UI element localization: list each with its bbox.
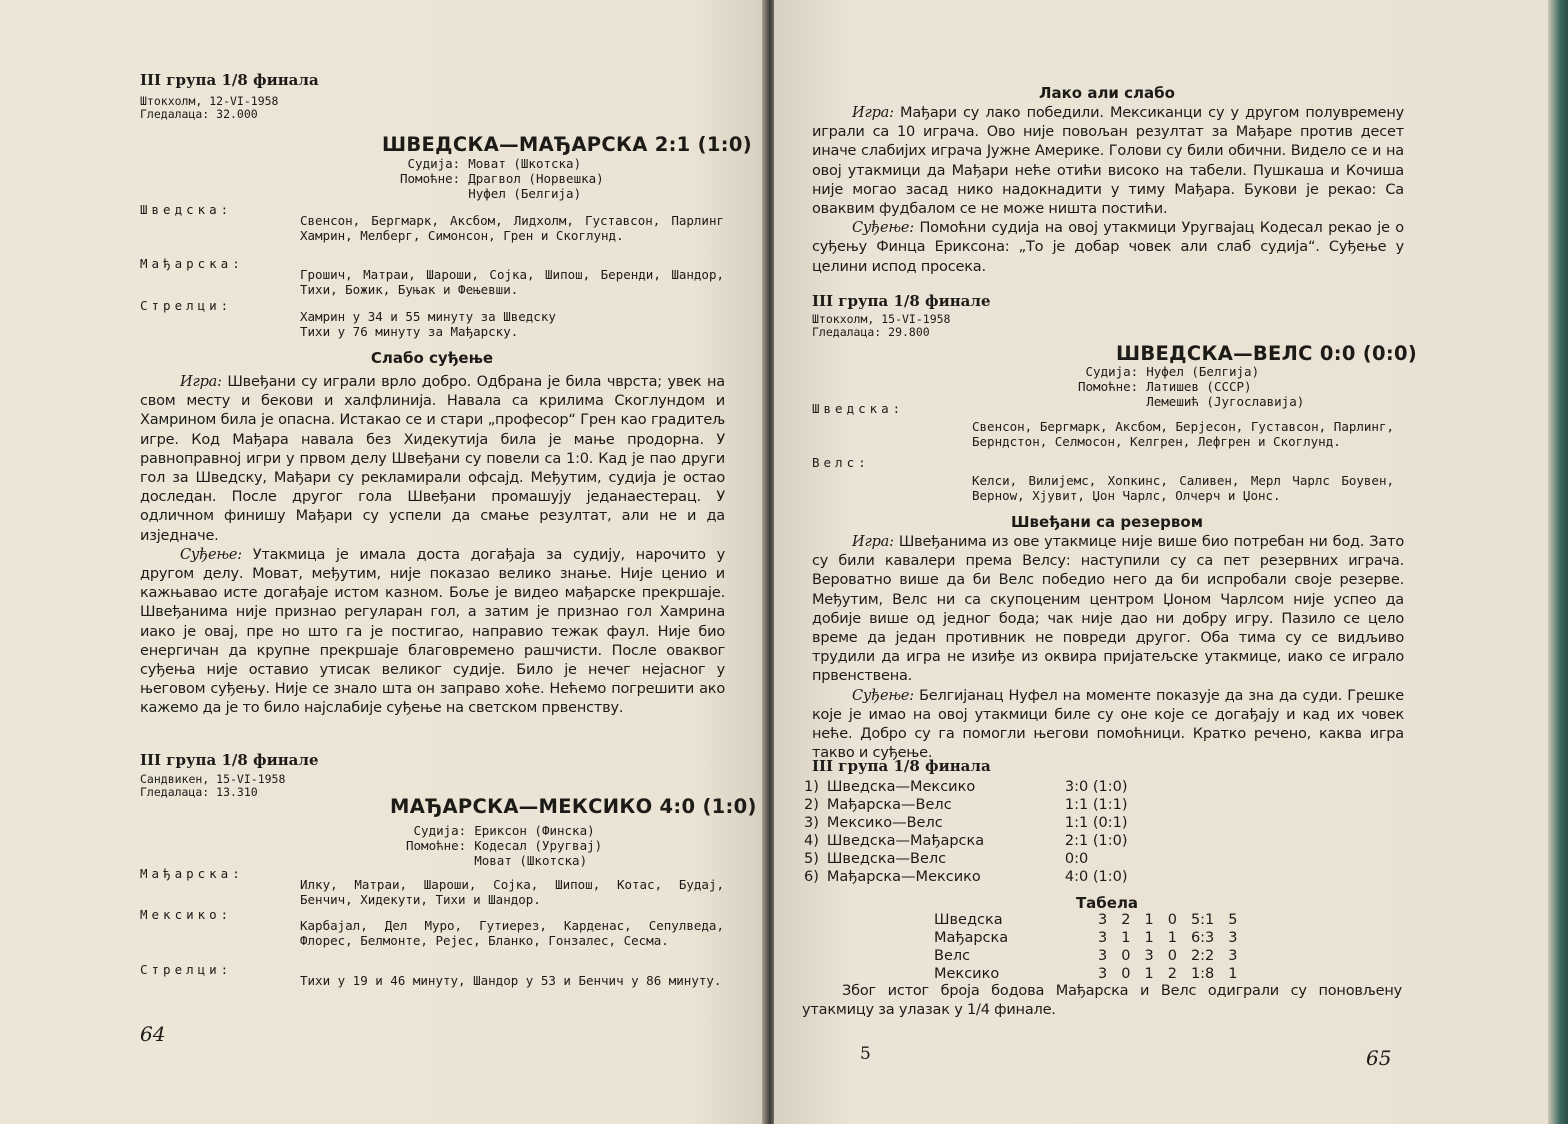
match-spectators: Гледалаца: 13.310 [140,785,258,799]
result-score: 4:0 (1:0) [1064,869,1128,885]
play-label: Игра: [180,374,222,390]
team-lineup: Грошич, Матраи, Шароши, Сојка, Шипош, Беренди, Шандор, Тихи, Божик, Буњак и Фењевши. [300,267,724,297]
team-name: Мексико [934,966,1000,982]
standings-row [934,947,1252,965]
note: Због истог броја бодова Мађарска и Велс одиграли су поновљену утакмицу за улазак у 1/4 финале. [802,983,1402,1019]
play-paragraph: Игра: Мађари су лако победили. Мексиканци су у другом полувремену играли са 10 играча. Ово није повољан резултат за Мађаре против десет иначе слабијих играча Јужне Америке. Голови су били обични. Видело се и на овој утакмици да Мађари неће отићи високо на табели. Пушкаша и Кочиша није могао засад нико надокнадити у тиму Мађара. Букови је рекао: Са оваквим фудбалом се не може ништа постићи. [812,105,1404,218]
points: 5 [1228,912,1238,928]
assistant: Лемешић (Југославија) [1146,394,1305,409]
assistants-label: Помоћне: [400,171,461,186]
referee-label: Судија: [413,823,467,838]
team-lineup: Свенсон, Бергмарк, Аксбом, Берјесон, Густавсон, Парлинг, Берндстон, Селмосон, Келгрен, Лефгрен и Скоглунд. [972,419,1394,449]
match-report [812,533,1404,763]
right-page [774,0,1568,1124]
referee: Нуфел (Белгија) [1146,364,1260,379]
standings-table [934,911,1252,983]
lost: 1 [1167,930,1177,946]
scorer-line: Хамрин у 34 и 55 минуту за Шведску [300,309,556,324]
result-score: 1:1 (0:1) [1064,815,1128,831]
left-page [0,0,766,1124]
result-row [804,778,1128,796]
match-spectators: Гледалаца: 29.800 [812,325,930,339]
scorers: Тихи у 19 и 46 минуту, Шандор у 53 и Бенчич у 86 минуту. [300,973,722,988]
goals: 1:8 [1190,966,1215,982]
team-lineup: Карбајал, Дел Муро, Гутиерез, Карденас, Сепулведа, Флорес, Белмонте, Рејес, Бланко, Гонзалес, Сесма. [300,918,724,948]
result-number: 2) [804,797,819,813]
result-row [804,832,1128,850]
played: 3 [1098,912,1108,928]
team-label: Велс: [812,455,870,470]
refereeing-paragraph: Суђење: Утакмица је имала доста догађаја за судију, нарочито у другом делу. Мoвaт, међутим, није показао велико знање. Није ценио и кажњавао исте догађаје истом казном. Боље је видео мађарске прекршаје. Швеђанима није признао регуларан гол, а затим је признао гол Хамрина иако је овај, пре но што га је постигао, направио тежак фаул. Није био енергичан да крупне прекршаје благовремено рашчисти. После оваквог суђења није оставио утисак великог судије. Било је нечег нејасног у његовом суђењу. Није се знало шта он заправо хоће. Нећемо погрешити ако кажемо да је то било најслабије суђење на светском првенству. [140,546,725,717]
table-heading: Табела [1075,894,1139,912]
result-match: Шведска—Мексико [826,779,976,795]
result-row [804,850,1128,868]
referee-label: Судија: [1085,364,1139,379]
scorers [300,309,724,339]
team-lineup: Илку, Матраи, Шароши, Сојка, Шипош, Котас, Будај, Бенчич, Хидекути, Тихи и Шандор. [300,877,724,907]
standings-row [934,965,1252,983]
drawn: 1 [1144,966,1154,982]
match-report [812,104,1404,277]
result-score: 0:0 [1064,851,1089,867]
refereeing-paragraph: Суђење: Помоћни судија на овој утакмици Уругвајац Кодесал рекао је о суђењу Финца Ериксона: „То је добар човек али слаб судија“. Суђење у целини испод просека. [812,220,1404,275]
match-title: МАЂАРСКА—МЕКСИКО 4:0 (1:0) [390,795,757,818]
officials [1078,364,1304,409]
assistant: Кодесал (Уругвај) [474,838,603,853]
assistant: Драгвол (Норвешка) [468,171,604,186]
result-number: 4) [804,833,819,849]
result-score: 2:1 (1:0) [1064,833,1128,849]
points: 1 [1228,966,1238,982]
assistant: Латишев (СССР) [1146,379,1252,394]
match-place: Штокхолм, 12-VI-1958 [140,94,279,108]
scorers-label: Стрелци: [140,298,233,313]
standings-row [934,911,1252,929]
result-score: 1:1 (1:1) [1064,797,1128,813]
team-label: Мађарска: [140,866,244,881]
result-number: 3) [804,815,819,831]
page-number: 65 [1366,1046,1392,1070]
section-heading: Швеђани са резервом [1011,513,1203,531]
result-match: Мађарска—Велс [826,797,952,813]
results-list [804,778,1128,886]
group-heading: III група 1/8 финала [812,757,991,775]
play-label: Игра: [852,534,894,550]
referee-label: Судија: [407,156,461,171]
result-row [804,814,1128,832]
team-name: Шведска [934,912,1003,928]
group-heading: III група 1/8 финала [140,71,319,89]
won: 0 [1121,966,1131,982]
team-lineup: Свенсон, Бергмарк, Аксбом, Лидхолм, Густавсон, Парлинг Хамрин, Мелберг, Симонсон, Грен и Скоглунд. [300,213,724,243]
lost: 0 [1167,948,1177,964]
group-heading: III група 1/8 финале [812,292,991,310]
result-row [804,868,1128,886]
won: 0 [1121,948,1131,964]
play-paragraph: Игра: Швеђани су играли врло добро. Одбрана је била чврста; увек на свом месту и бекови и халфлинија. Навала са крилима Скоглундом и Хамрином била је опасна. Истакао се и стари „професор“ Грен као градитељ игре. Код Мађара навала без Хидекутија била је мање продорна. У равноправној игри у првом делу Швеђани су повели са 1:0. Кад је пао други гол за Шведску, Мађари су рекламирали офсајд. Међутим, судија је остао доследан. После другог гола Швеђани промашују једанаестерац. У одличном финишу Мађари су успели да смање резултат, али не и да изједначе. [140,374,725,544]
team-label: Мексико: [140,907,233,922]
drawn: 1 [1144,930,1154,946]
officials [400,156,604,201]
play-label: Игра: [852,105,894,121]
page-edge [1548,0,1568,1124]
team-lineup: Келси, Вилијемс, Хопкинс, Саливен, Мерл Чарлс Боувен, Верноw, Хјувит, Џон Чарлс, Олчерч и Џонс. [972,473,1394,503]
scorer-line: Тихи у 76 минуту за Мађарску. [300,324,519,339]
match-title: ШВЕДСКА—ВЕЛС 0:0 (0:0) [1116,342,1418,365]
section-heading: Слабо суђење [370,349,494,367]
match-spectators: Гледалаца: 32.000 [140,107,258,121]
points: 3 [1228,948,1238,964]
result-number: 5) [804,851,819,867]
drawn: 3 [1144,948,1154,964]
standings-row [934,929,1252,947]
group-heading: III група 1/8 финале [140,751,319,769]
result-match: Шведска—Велс [826,851,947,867]
referee: Мoвaт (Шкотска) [468,156,582,171]
team-name: Велс [934,948,971,964]
assistants-label: Помоћне: [1078,379,1139,394]
goals: 2:2 [1190,948,1215,964]
refereeing-label: Суђење: [852,220,914,237]
match-title: ШВЕДСКА—МАЂАРСКА 2:1 (1:0) [382,133,752,156]
match-place: Сандвикен, 15-VI-1958 [140,772,286,786]
match-place: Штокхолм, 15-VI-1958 [812,312,951,326]
result-match: Шведска—Мађарска [826,833,985,849]
scorers-label: Стрелци: [140,962,233,977]
won: 2 [1121,912,1131,928]
play-paragraph: Игра: Швеђанима из ове утакмице није више био потребан ни бод. Зато су били кавалери према Велсу: наступили су са пет резервних играча. Вероватно више да би Велс победио него да би испробали своје резерве. Међутим, Велс ни са скупоценим центром Џоном Чарлсом није успео да добије више од једног бода; чак није дао ни добру игру. Пазило се цело време да један противник не повреди другог. Оба тима су се видљиво трудили да игра не изиђе из оквира пријатељске утакмице, иако се играло првенствена. [812,534,1404,685]
assistants-label: Помоћне: [406,838,467,853]
assistant: Нуфел (Белгија) [468,186,582,201]
section-heading: Лако али слабо [1039,84,1175,102]
goals: 5:1 [1190,912,1215,928]
referee: Ериксон (Финска) [474,823,595,838]
result-score: 3:0 (1:0) [1064,779,1128,795]
team-label: Шведска: [140,202,233,217]
refereeing-paragraph: Суђење: Белгијанац Нуфел на моменте показује да зна да суди. Грешке које је имао на овој утакмици биле су оне које се догађају и кад их човек неће. Добро су га помогли његови помоћници. Кратко речено, каква игра такво и суђење. [812,687,1404,762]
officials [406,823,602,868]
match-report [140,373,725,719]
refereeing-label: Суђење: [852,687,914,704]
refereeing-label: Суђење: [180,546,242,563]
result-match: Мађарска—Мексико [826,869,981,885]
assistant: Мoвaт (Шкотска) [474,853,588,868]
result-number: 1) [804,779,819,795]
result-match: Мексико—Велс [826,815,943,831]
played: 3 [1098,930,1108,946]
team-label: Мађарска: [140,256,244,271]
lost: 2 [1167,966,1177,982]
team-label: Шведска: [812,401,905,416]
lost: 0 [1167,912,1177,928]
won: 1 [1121,930,1131,946]
played: 3 [1098,948,1108,964]
points: 3 [1228,930,1238,946]
goals: 6:3 [1190,930,1215,946]
result-number: 6) [804,869,819,885]
team-name: Мађарска [934,930,1009,946]
result-row [804,796,1128,814]
signature-mark: 5 [860,1044,871,1064]
played: 3 [1098,966,1108,982]
page-number: 64 [140,1022,166,1046]
drawn: 1 [1144,912,1154,928]
